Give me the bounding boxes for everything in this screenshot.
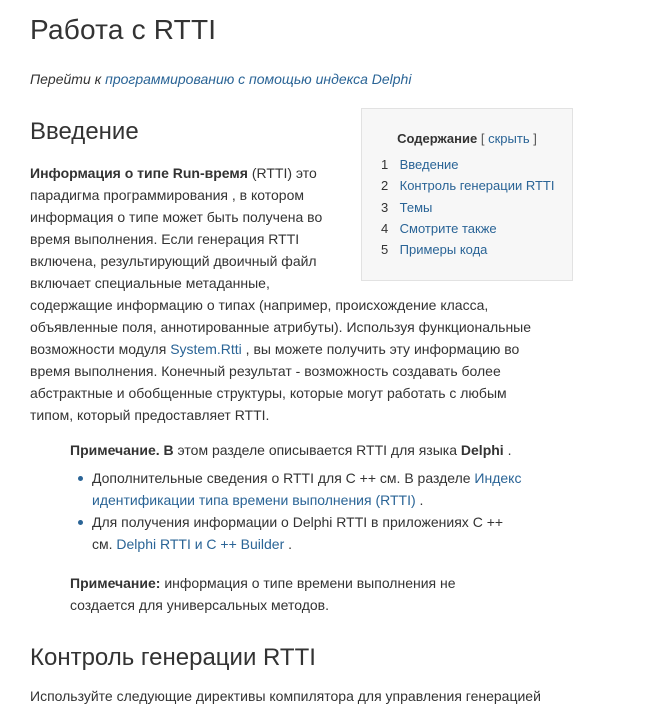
intro-line: парадигма программирования , в котором <box>30 187 305 203</box>
note-line <box>70 572 456 594</box>
list-item <box>70 511 570 555</box>
list-item <box>70 467 570 511</box>
toc-link-rtti-control[interactable]: Контроль генерации RTTI <box>399 178 555 194</box>
toc-title: Содержание <box>397 131 478 146</box>
intro-bold-term: Информация о типе Run-время <box>30 165 248 181</box>
bullet-line <box>92 533 570 555</box>
intro-line: включена, результирующий двоичный файл <box>30 253 317 269</box>
toc-list <box>381 154 555 260</box>
bullet-line <box>92 467 570 489</box>
toc-hide-link[interactable]: скрыть <box>488 131 530 146</box>
rtti-index-link-cont[interactable]: идентификации типа времени выполнения (RTTI) <box>92 492 416 508</box>
heading-rtti-control: Контроль генерации RTTI <box>30 644 316 671</box>
toc-item[interactable] <box>381 218 555 239</box>
rtti-control-paragraph: Используйте следующие директивы компилятора для управления генерацией <box>30 688 541 704</box>
toc-link-topics[interactable]: Темы <box>399 199 433 215</box>
intro-line-text: (RTTI) это <box>247 165 317 181</box>
system-rtti-link[interactable]: System.Rtti <box>170 341 242 357</box>
intro-line-text: возможности модуля <box>30 341 171 357</box>
bullet-icon <box>78 476 83 481</box>
intro-line: информация о типе может быть получена во <box>30 209 323 225</box>
bullet-text: Дополнительные сведения о RTTI для C ++ см. В разделе <box>92 470 475 486</box>
toc-item[interactable] <box>381 175 555 196</box>
note-language: Delphi <box>460 442 504 458</box>
rtti-index-link[interactable]: Индекс <box>474 470 522 486</box>
toc-bracket-close: ] <box>533 131 537 146</box>
toc-title-row <box>362 131 572 146</box>
table-of-contents <box>361 108 573 281</box>
page-title: Работа с RTTI <box>30 14 217 45</box>
intro-line: время выполнения. Конечный результат - возможность создавать более <box>30 363 501 379</box>
intro-paragraph-continued <box>30 294 590 426</box>
bullet-text: . <box>284 536 293 552</box>
intro-line: время выполнения. Если генерация RTTI <box>30 231 300 247</box>
related-links-list <box>70 467 570 555</box>
intro-line <box>30 338 590 360</box>
toc-item-number: 4 <box>381 220 389 236</box>
intro-line: содержащие информацию о типах (например, происхождение класса, <box>30 297 489 313</box>
bullet-icon <box>78 520 83 525</box>
note-generics <box>70 572 456 616</box>
delphi-rtti-cpp-link[interactable]: Delphi RTTI и C ++ Builder <box>116 536 285 552</box>
bullet-text: . <box>415 492 424 508</box>
intro-line: типом, который предоставляет RTTI. <box>30 407 270 423</box>
toc-item-number: 3 <box>381 199 389 215</box>
note-text: этом разделе описывается RTTI для языка <box>173 442 461 458</box>
intro-paragraph <box>30 162 340 294</box>
toc-link-see-also[interactable]: Смотрите также <box>399 220 497 236</box>
note-end: . <box>503 442 512 458</box>
intro-line: включает специальные метаданные, <box>30 275 270 291</box>
nav-line <box>30 71 411 87</box>
intro-line: абстрактные и обобщенные структуры, которые могут работать с любым <box>30 385 507 401</box>
toc-item-number: 5 <box>381 242 389 258</box>
intro-line: объявленные поля, аннотированные атрибуты). Используя функциональные <box>30 319 532 335</box>
toc-item[interactable] <box>381 239 555 260</box>
intro-line <box>30 162 340 184</box>
nav-link-delphi-index[interactable]: программированию с помощью индекса Delphi <box>105 71 412 87</box>
nav-prefix: Перейти к <box>30 71 102 87</box>
bullet-text: см. <box>92 536 117 552</box>
toc-bracket-open: [ <box>480 131 485 146</box>
note-label: Примечание. В <box>70 442 174 458</box>
note-label: Примечание: <box>70 575 161 591</box>
note-line: создается для универсальных методов. <box>70 597 330 613</box>
toc-item-number: 1 <box>381 157 389 172</box>
toc-item-number: 2 <box>381 178 389 194</box>
bullet-line <box>92 489 570 511</box>
toc-item[interactable] <box>381 154 555 175</box>
toc-link-introduction[interactable]: Введение <box>399 157 459 172</box>
toc-item[interactable] <box>381 197 555 218</box>
note-delphi <box>70 439 511 461</box>
note-text: информация о типе времени выполнения не <box>160 575 456 591</box>
toc-link-code-examples[interactable]: Примеры кода <box>399 242 488 258</box>
heading-introduction: Введение <box>30 118 139 145</box>
intro-line-text: , вы можете получить эту информацию во <box>241 341 520 357</box>
bullet-line: Для получения информации о Delphi RTTI в приложениях C ++ <box>92 514 504 530</box>
